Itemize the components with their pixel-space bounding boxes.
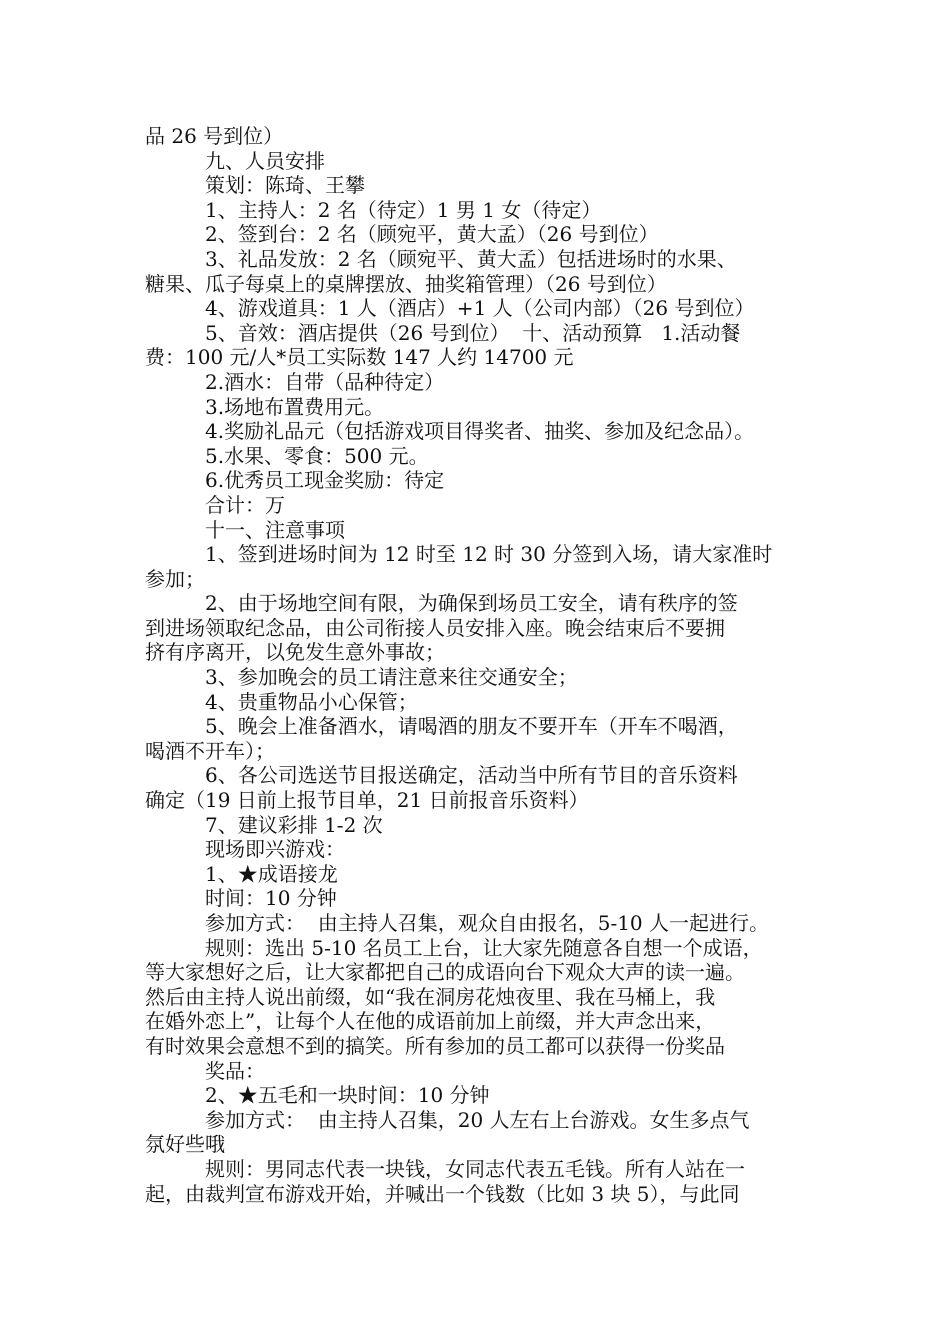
- text-line: 费：100 元/人*员工实际数 147 人约 14700 元: [145, 345, 574, 370]
- text-line: 策划：陈琦、王攀: [205, 173, 365, 198]
- text-line: 有时效果会意想不到的搞笑。所有参加的员工都可以获得一份奖品: [145, 1033, 725, 1058]
- text-line: 九、人员安排: [205, 148, 325, 173]
- text-line: 1、主持人：2 名（待定）1 男 1 女（待定）: [205, 197, 602, 222]
- text-line: 喝酒不开车）；: [145, 738, 275, 763]
- text-line: 等大家想好之后，让大家都把自己的成语向台下观众大声的读一遍。: [145, 960, 745, 985]
- text-line: 糖果、瓜子每桌上的桌牌摆放、抽奖箱管理）（26 号到位）: [145, 271, 667, 296]
- text-line: 6.优秀员工现金奖励：待定: [205, 468, 445, 493]
- text-line: 品 26 号到位）: [145, 124, 284, 148]
- text-line: 十一、注意事项: [205, 517, 345, 542]
- text-line: 5、晚会上准备酒水，请喝酒的朋友不要开车（开车不喝酒，: [205, 714, 738, 739]
- text-line: 挤有序离开，以免发生意外事故；: [145, 640, 445, 665]
- text-line: 规则：男同志代表一块钱，女同志代表五毛钱。所有人站在一: [205, 1156, 745, 1181]
- text-line: 2.酒水：自带（品种待定）: [205, 369, 445, 394]
- text-line: 参加方式： 由主持人召集，观众自由报名，5-10 人一起进行。: [205, 911, 770, 935]
- text-line: 4、游戏道具：1 人（酒店）+1 人（公司内部）（26 号到位）: [205, 296, 755, 321]
- text-line: 参加；: [145, 566, 205, 591]
- text-line: 2、★五毛和一块时间：10 分钟: [205, 1083, 490, 1108]
- text-line: 2、由于场地空间有限，为确保到场员工安全，请有秩序的签: [205, 591, 738, 616]
- text-line: 确定（19 日前上报节目单，21 日前报音乐资料）: [145, 788, 589, 813]
- text-line: 4.奖励礼品元（包括游戏项目得奖者、抽奖、参加及纪念品）。: [205, 419, 755, 444]
- text-line: 3.场地布置费用元。: [205, 394, 385, 419]
- text-line: 5、音效：酒店提供（26 号到位） 十、活动预算 1.活动餐: [205, 320, 741, 345]
- text-line: 参加方式： 由主持人召集，20 人左右上台游戏。女生多点气: [205, 1107, 750, 1132]
- text-line: 起，由裁判宣布游戏开始，并喊出一个钱数（比如 3 块 5），与此同: [145, 1181, 740, 1206]
- text-line: 然后由主持人说出前缀，如“我在洞房花烛夜里、我在马桶上，我: [145, 984, 716, 1009]
- text-line: 7、建议彩排 1-2 次: [205, 812, 383, 837]
- text-line: 5.水果、零食：500 元。: [205, 443, 429, 468]
- text-line: 氛好些哦: [145, 1132, 225, 1157]
- text-line: 3、礼品发放：2 名（顾宛平、黄大孟）包括进场时的水果、: [205, 246, 737, 271]
- text-line: 1、★成语接龙: [205, 861, 338, 886]
- text-line: 1、签到进场时间为 12 时至 12 时 30 分签到入场，请大家准时: [205, 542, 773, 567]
- text-line: 到进场领取纪念品，由公司衔接人员安排入座。晚会结束后不要拥: [145, 615, 725, 640]
- text-line: 时间：10 分钟: [205, 886, 337, 911]
- text-line: 6、各公司选送节目报送确定，活动当中所有节目的音乐资料: [205, 763, 738, 788]
- text-line: 合计：万: [205, 492, 285, 517]
- text-line: 4、贵重物品小心保管；: [205, 689, 418, 714]
- text-line: 3、参加晚会的员工请注意来往交通安全；: [205, 665, 578, 690]
- text-line: 奖品：: [205, 1058, 265, 1083]
- text-line: 现场即兴游戏：: [205, 837, 345, 862]
- document-page: [145, 124, 820, 1206]
- text-line: 规则：选出 5-10 名员工上台，让大家先随意各自想一个成语，: [205, 935, 763, 960]
- text-line: 2、签到台：2 名（顾宛平，黄大孟）（26 号到位）: [205, 222, 659, 247]
- text-line: 在婚外恋上”，让每个人在他的成语前加上前缀，并大声念出来，: [145, 1009, 716, 1034]
